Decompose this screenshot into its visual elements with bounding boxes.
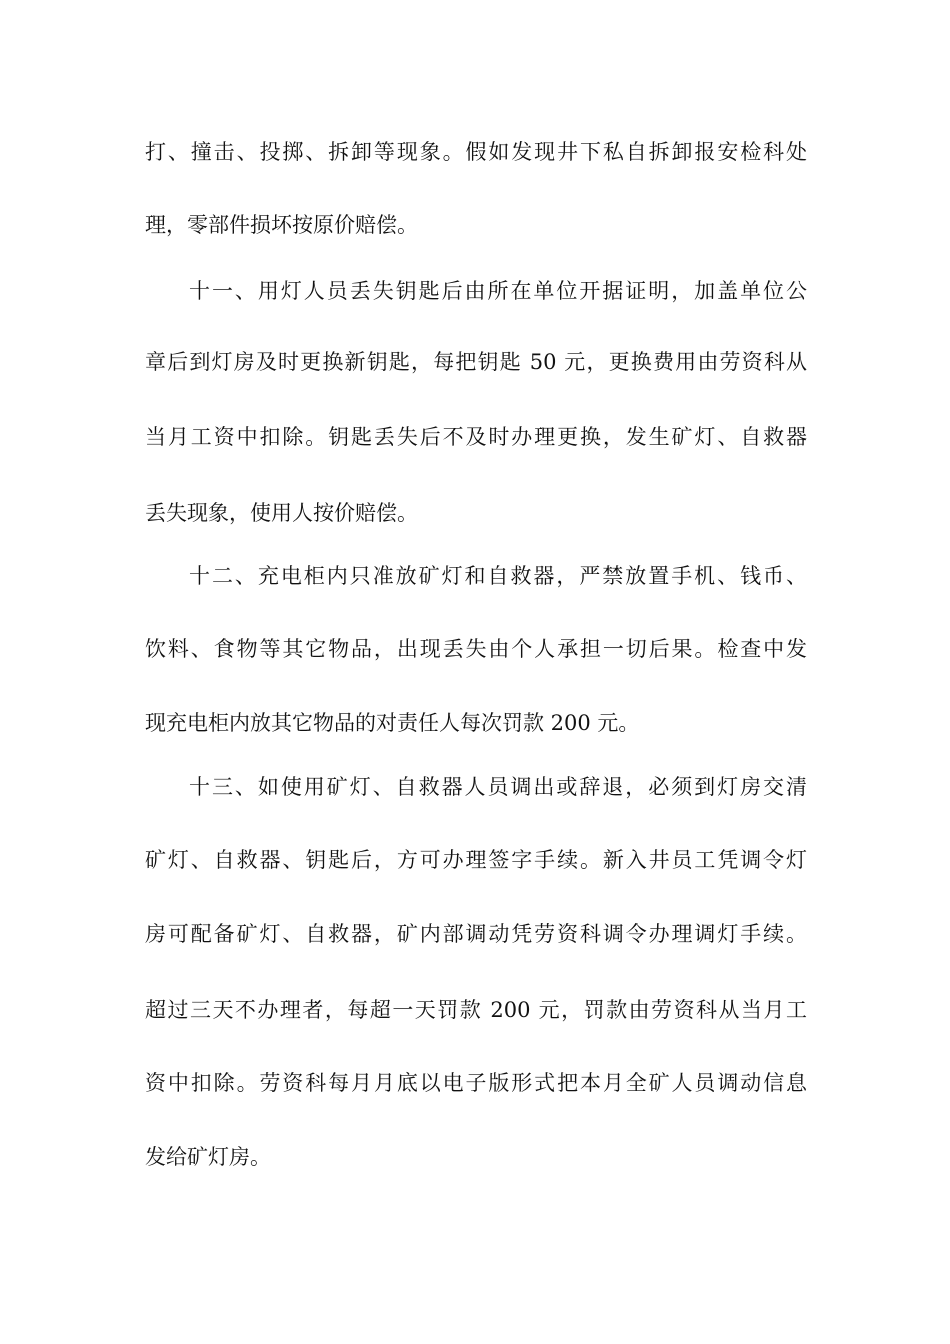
paragraph-11-start: 十一、用灯人员丢失钥匙后由所在单位开据证明，加盖单位公	[189, 279, 807, 303]
text-line: 章后到灯房及时更换新钥匙，每把钥匙 50 元，更换费用由劳资科从	[145, 350, 807, 374]
text-line: 矿灯、自救器、钥匙后，方可办理签字手续。新入井员工凭调令灯	[145, 848, 807, 872]
text-line: 发给矿灯房。	[145, 1145, 271, 1169]
paragraph-13-start: 十三、如使用矿灯、自救器人员调出或辞退，必须到灯房交清	[189, 775, 807, 799]
text-line: 打、撞击、投掷、拆卸等现象。假如发现井下私自拆卸报安检科处	[145, 140, 807, 164]
text-line: 资中扣除。劳资科每月月底以电子版形式把本月全矿人员调动信息	[145, 1071, 807, 1095]
text-line: 房可配备矿灯、自救器，矿内部调动凭劳资科调令办理调灯手续。	[145, 922, 807, 946]
text-line: 超过三天不办理者，每超一天罚款 200 元，罚款由劳资科从当月工	[145, 998, 807, 1022]
text-line: 理，零部件损坏按原价赔偿。	[145, 213, 418, 237]
text-line: 现充电柜内放其它物品的对责任人每次罚款 200 元。	[145, 711, 640, 735]
text-line: 饮料、食物等其它物品，出现丢失由个人承担一切后果。检查中发	[145, 637, 807, 661]
text-line: 当月工资中扣除。钥匙丢失后不及时办理更换，发生矿灯、自救器	[145, 425, 807, 449]
text-line: 丢失现象，使用人按价赔偿。	[145, 501, 418, 525]
paragraph-12-start: 十二、充电柜内只准放矿灯和自救器，严禁放置手机、钱币、	[189, 564, 807, 588]
